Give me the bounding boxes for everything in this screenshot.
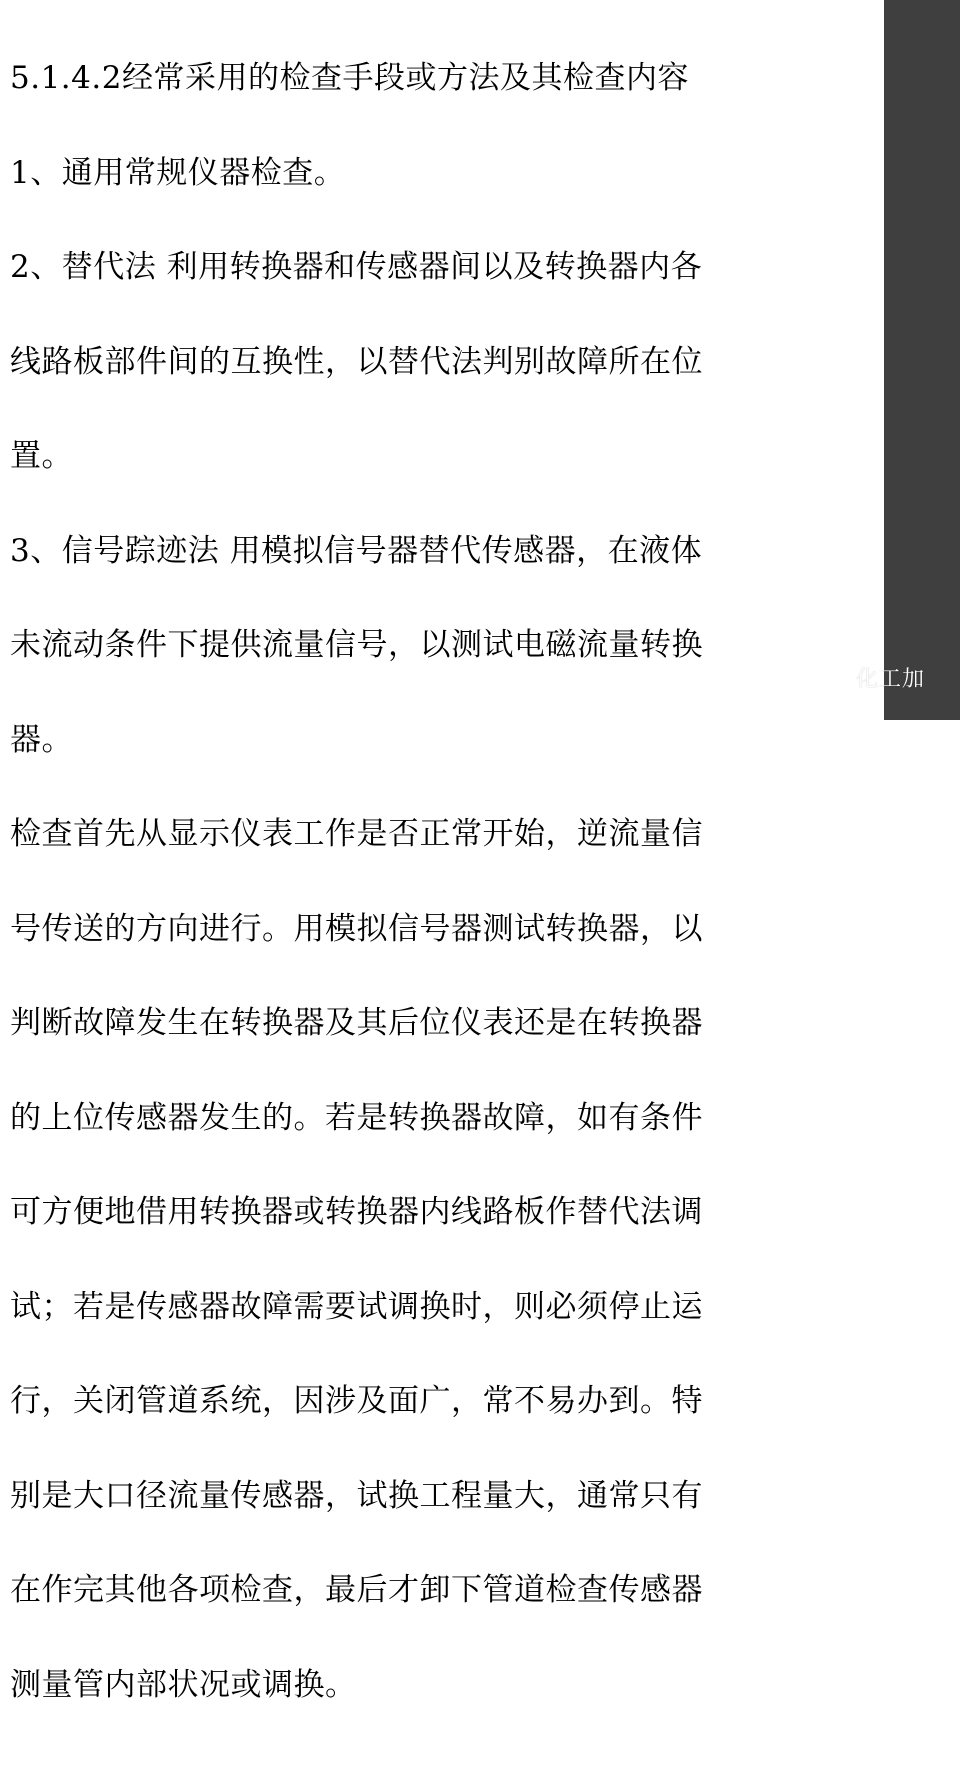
document-body <box>10 0 840 1764</box>
text-line: 可方便地借用转换器或转换器内线路板作替代法调 <box>10 1194 703 1230</box>
text-line: 1、通用常规仪器检查。 <box>10 154 346 191</box>
text-line: 在作完其他各项检查，最后才卸下管道检查传感器 <box>10 1572 703 1608</box>
wechat-icon <box>818 664 850 690</box>
text-line: 测量管内部状况或调换。 <box>10 1666 357 1703</box>
text-line: 置。 <box>10 438 73 474</box>
watermark <box>818 660 925 694</box>
text-line: 检查首先从显示仪表工作是否正常开始，逆流量信 <box>10 816 703 852</box>
section-heading: 5.1.4.2经常采用的检查手段或方法及其检查内容 <box>10 60 689 96</box>
text-line: 3、信号踪迹法 用模拟信号器替代传感器，在液体 <box>10 532 703 569</box>
text-line: 别是大口径流量传感器，试换工程量大，通常只有 <box>10 1477 703 1514</box>
text-line: 行，关闭管道系统，因涉及面广，常不易办到。特 <box>10 1383 703 1419</box>
right-sidebar <box>884 0 960 720</box>
watermark-text: 化工加 <box>856 666 926 692</box>
text-line: 未流动条件下提供流量信号，以测试电磁流量转换 <box>10 627 703 663</box>
text-line: 号传送的方向进行。用模拟信号器测试转换器，以 <box>10 910 703 947</box>
text-line: 试；若是传感器故障需要试调换时，则必须停止运 <box>10 1288 703 1325</box>
text-line: 的上位传感器发生的。若是转换器故障，如有条件 <box>10 1099 703 1136</box>
text-line: 判断故障发生在转换器及其后位仪表还是在转换器 <box>10 1005 703 1041</box>
text-line: 器。 <box>10 721 73 758</box>
text-line: 线路板部件间的互换性，以替代法判别故障所在位 <box>10 343 703 380</box>
text-line: 2、替代法 利用转换器和传感器间以及转换器内各 <box>10 249 703 285</box>
